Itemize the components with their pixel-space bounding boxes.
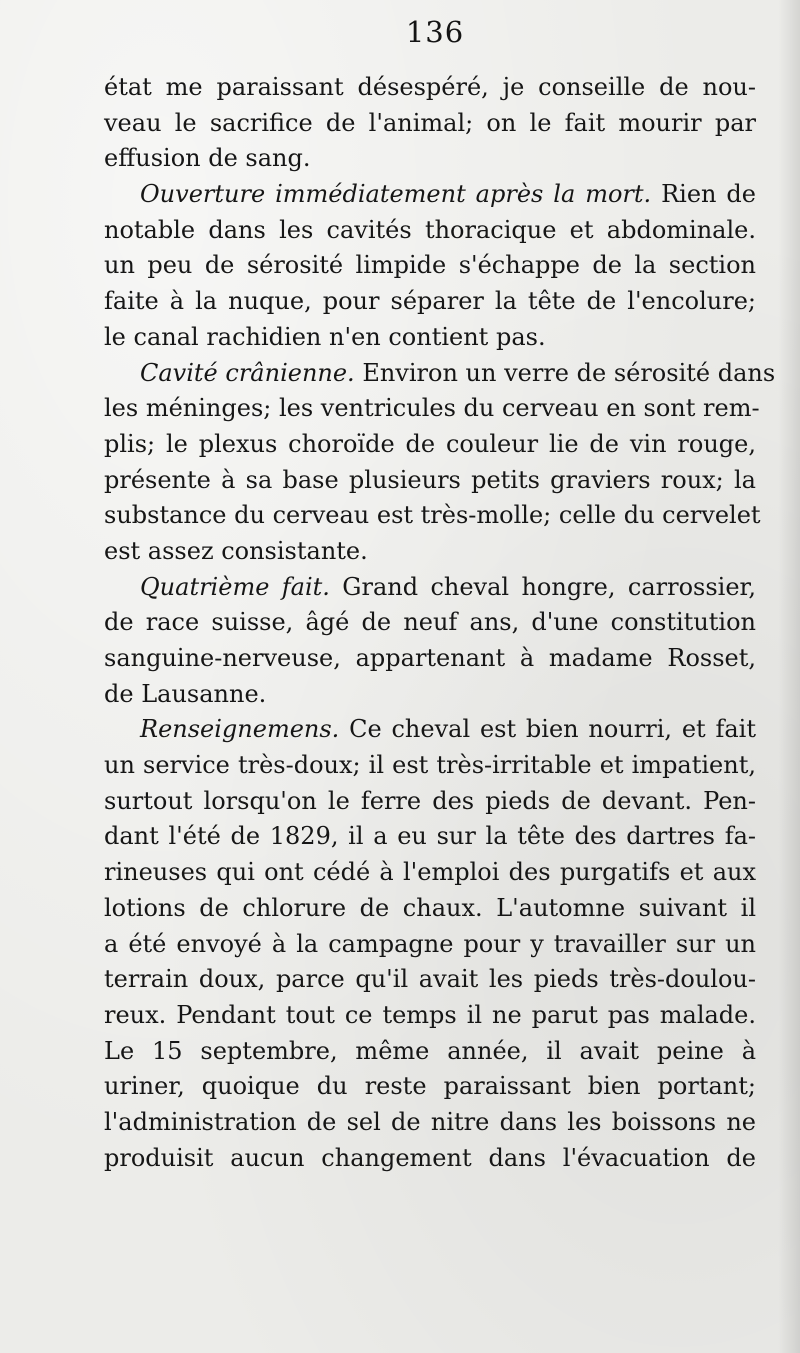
body-text [104, 70, 776, 1176]
line-text: plis; le plexus choroïde de couleur lie de vin rouge, [104, 429, 756, 458]
section-heading: Renseignemens. [140, 715, 340, 744]
text-line [104, 356, 776, 392]
line-text: uriner, quoique du reste paraissant bien portant; [104, 1072, 756, 1101]
section-heading: Ouverture immédiatement après la mort. [140, 180, 652, 209]
line-text: Le 15 septembre, même année, il avait peine à [104, 1036, 756, 1065]
text-line [104, 641, 756, 677]
section-heading: Cavité crânienne. [140, 358, 355, 387]
text-line [104, 463, 756, 499]
line-text: notable dans les cavités thoracique et abdominale. [104, 215, 756, 244]
text-line [104, 498, 761, 534]
text-line [104, 677, 756, 713]
line-text: lotions de chlorure de chaux. L'automne suivant il [104, 893, 756, 922]
line-text: les méninges; les ventricules du cerveau en sont rem- [104, 394, 760, 423]
text-line [104, 998, 756, 1034]
line-text: a été envoyé à la campagne pour y travailler sur un [104, 929, 756, 958]
text-line [104, 748, 756, 784]
text-line [104, 927, 756, 963]
text-line [104, 141, 756, 177]
page-number: 136 [405, 15, 465, 49]
line-text: Rien de [651, 180, 757, 209]
text-line [104, 534, 756, 570]
line-text: de Lausanne. [104, 679, 267, 708]
line-text: de race suisse, âgé de neuf ans, d'une constitution [104, 608, 756, 637]
section-heading: Quatrième fait. [140, 572, 330, 601]
text-line [104, 962, 756, 998]
text-line [104, 891, 756, 927]
line-text: présente à sa base plusieurs petits graviers roux; la [104, 465, 756, 494]
text-line [104, 1141, 756, 1177]
line-text: un peu de sérosité limpide s'échappe de la section [104, 251, 756, 280]
line-text: reux. Pendant tout ce temps il ne parut pas malade. [104, 1000, 756, 1029]
text-line [104, 284, 756, 320]
line-text: l'administration de sel de nitre dans les boissons ne [104, 1107, 756, 1136]
text-line [104, 605, 756, 641]
line-text: Environ un verre de sérosité dans [354, 358, 776, 387]
text-line [104, 1034, 756, 1070]
line-text: dant l'été de 1829, il a eu sur la tête des dartres fa- [104, 822, 756, 851]
line-text: état me paraissant désespéré, je conseille de nou- [104, 73, 756, 101]
line-text: Ce cheval est bien nourri, et fait [339, 715, 756, 744]
text-line [104, 320, 756, 356]
text-line [104, 70, 756, 106]
line-text: effusion de sang. [104, 144, 311, 173]
line-text: substance du cerveau est très-molle; celle du cervelet [104, 501, 761, 530]
line-text: un service très-doux; il est très-irritable et impatient, [104, 751, 756, 780]
line-text: est assez consistante. [104, 536, 368, 565]
text-line [104, 391, 760, 427]
text-line [104, 1069, 756, 1105]
text-line [104, 1105, 756, 1141]
text-line [104, 855, 756, 891]
text-line [104, 784, 756, 820]
text-line [104, 213, 756, 249]
line-text: surtout lorsqu'on le ferre des pieds de devant. Pen- [104, 786, 756, 815]
text-line [104, 248, 756, 284]
line-text: Grand cheval hongre, carrossier, [329, 572, 756, 601]
line-text: sanguine-nerveuse, appartenant à madame Rosset, [104, 644, 756, 672]
text-line [104, 570, 756, 606]
line-text: faite à la nuque, pour séparer la tête de l'encolure; [104, 287, 756, 316]
line-text: terrain doux, parce qu'il avait les pieds très-doulou- [104, 965, 756, 994]
line-text: le canal rachidien n'en contient pas. [104, 322, 546, 351]
line-text: rineuses qui ont cédé à l'emploi des purgatifs et aux [104, 858, 756, 887]
text-line [104, 177, 756, 213]
text-line [104, 106, 756, 142]
text-line [104, 712, 756, 748]
line-text: veau le sacrifice de l'animal; on le fait mourir par [104, 108, 756, 137]
text-line [104, 427, 756, 463]
text-line [104, 819, 756, 855]
line-text: produisit aucun changement dans l'évacuation de [104, 1143, 756, 1172]
